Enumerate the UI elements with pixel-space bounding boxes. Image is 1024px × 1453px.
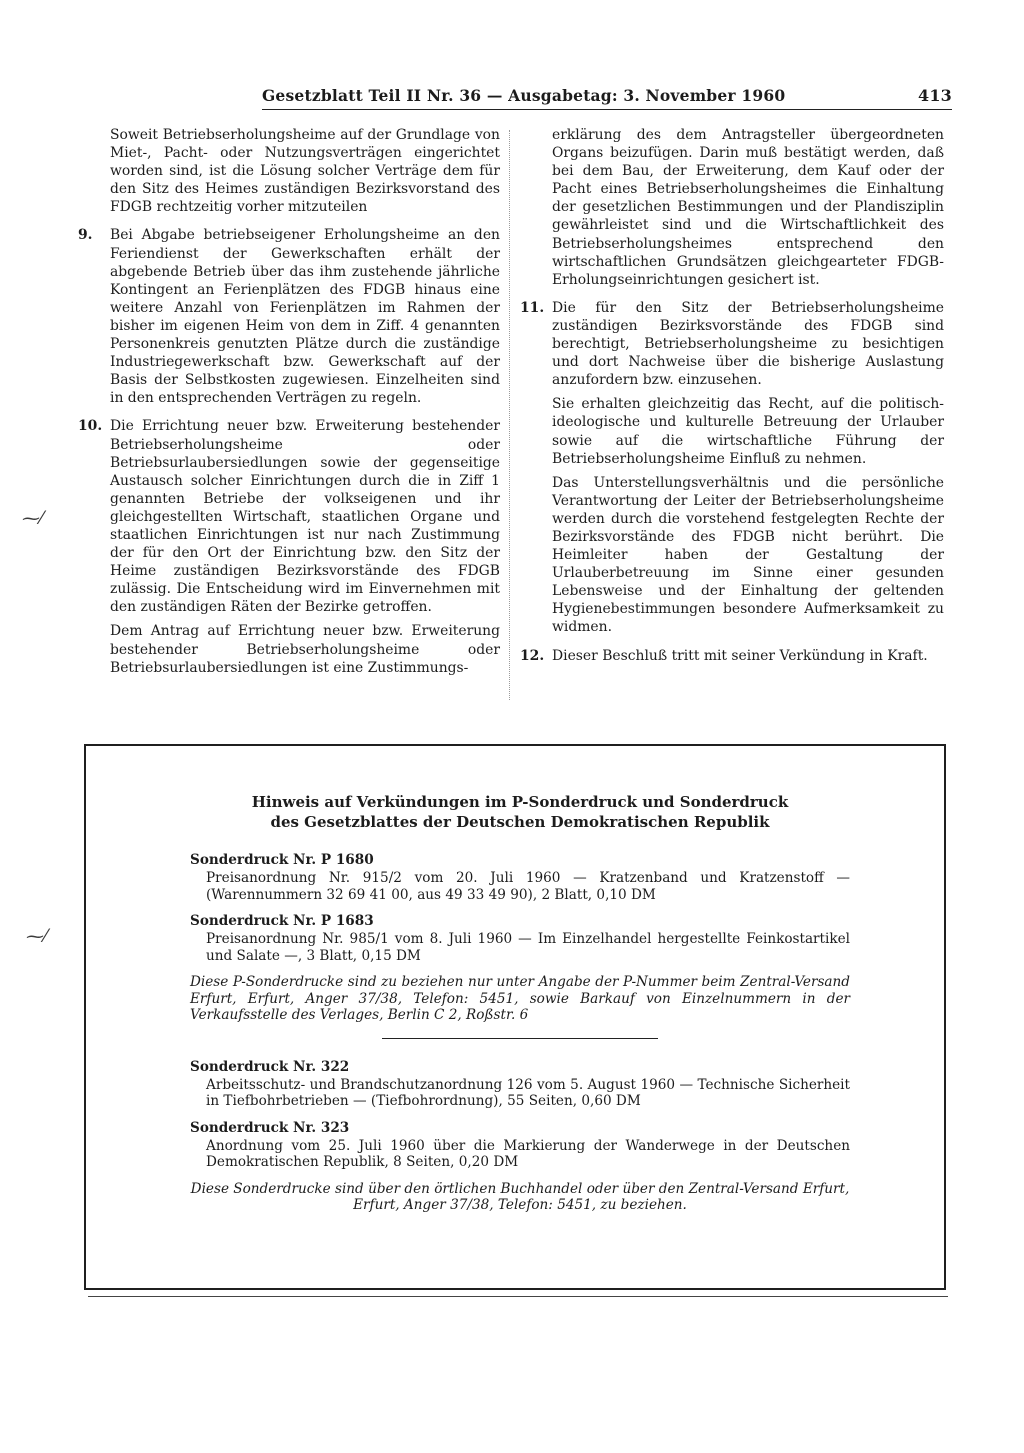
- sonderdruck-heading: Sonderdruck Nr. P 1683: [190, 913, 374, 929]
- paragraph-8-continuation: Soweit Betriebserholungsheime auf der Grundlage von Miet-, Pacht- oder Nutzungsverträgen eingerichtet worden sind, ist die Lösung solcher Verträge dem für den Sitz des Heimes zuständigen Bezirksvorstand des FDGB rechtzeitig vorher mitzuteilen: [110, 127, 500, 216]
- section-12: [520, 647, 944, 665]
- section-11: [520, 299, 944, 637]
- section-text: Die für den Sitz der Betriebserholungsheime zuständigen Bezirksvorstände des FDGB sind berechtigt, Betriebserholungsheime zu besichtigen und dort Nachweise über die bisherige Auslastung anzufordern bzw. einzusehen.: [552, 299, 944, 389]
- notice-title: [190, 792, 850, 832]
- section-text: Das Unterstellungsverhältnis und die persönliche Verantwortung der Leiter der Betriebserholungsheime werden durch die vorstehend festgelegten Rechte der Bezirksvorstände des FDGB nicht berührt. Die Heimleiter haben der Gestaltung der Urlauberbetreuung im Sinne einer gesunden Lebensweise und der Einhaltung der geltenden Hygienebestimmungen besondere Aufmerksamkeit zu widmen.: [552, 474, 944, 636]
- notice-box: [84, 744, 946, 1290]
- section-number: 12.: [520, 647, 545, 664]
- sonderdruck-text: Arbeitsschutz- und Brandschutzanordnung 126 vom 5. August 1960 — Technische Sicherheit in Tiefbohrbetrieben — (Tiefbohrordnung), 55 Seiten, 0,60 DM: [206, 1076, 850, 1109]
- notice-title-line: des Gesetzblattes der Deutschen Demokratischen Republik: [270, 813, 770, 831]
- margin-pencil-mark: ⁓⁄: [26, 926, 48, 947]
- page-number: 413: [918, 86, 952, 105]
- notice-separator: [382, 1038, 658, 1039]
- section-text: Sie erhalten gleichzeitig das Recht, auf die politisch-ideologische und kulturelle Betreuung der Urlauber sowie auf die wirtschaftliche Führung der Betriebserholungsheime Einfluß zu nehmen.: [552, 396, 944, 467]
- section-text: Die Errichtung neuer bzw. Erweiterung bestehender Betriebserholungsheime oder Betriebsurlaubersiedlungen sowie der gegenseitige Austausch solcher Einrichtungen durch die in Ziff 1 genannten Betriebe der volkseigenen und ihr gleichgestellten Wirtschaft, staatlichen Organe und staatlichen Einrichtungen ist nur nach Zustimmung der für den Ort der Einrichtung bzw. den Sitz der Heime zuständigen Bezirksvorstände des FDGB zulässig. Die Entscheidung wird im Einvernehmen mit den zuständigen Räten der Bezirke getroffen.: [110, 418, 500, 616]
- right-column: [520, 126, 944, 675]
- margin-pencil-mark: ⁓⁄: [22, 508, 44, 529]
- sonderdruck-heading: Sonderdruck Nr. 322: [190, 1058, 350, 1075]
- sonderdruck-heading: Sonderdruck Nr. 323: [190, 1119, 350, 1136]
- section-number: 10.: [78, 418, 103, 435]
- left-column: [78, 126, 500, 687]
- bottom-rule: [88, 1296, 948, 1297]
- column-divider: [509, 130, 510, 700]
- ordering-note: Diese Sonderdrucke sind über den örtlichen Buchhandel oder über den Zentral-Versand Erfurt, Erfurt, Anger 37/38, Telefon: 5451, zu beziehen.: [190, 1180, 850, 1213]
- notice-content: [190, 792, 850, 1228]
- section-10: [78, 417, 500, 676]
- section-text: Dem Antrag auf Errichtung neuer bzw. Erweiterung bestehender Betriebserholungsheime oder Betriebsurlaubersiedlungen ist eine Zustimmungs-: [110, 623, 500, 676]
- sonderdruck-text: Preisanordnung Nr. 915/2 vom 20. Juli 1960 — Kratzenband und Kratzenstoff — (Warennummern 32 69 41 00, aus 49 33 49 90), 2 Blatt, 0,10 DM: [206, 870, 850, 903]
- section-text: Dieser Beschluß tritt mit seiner Verkündung in Kraft.: [552, 647, 928, 664]
- sonderdruck-text: Preisanordnung Nr. 985/1 vom 8. Juli 1960 — Im Einzelhandel hergestellte Feinkostartikel und Salate —, 3 Blatt, 0,15 DM: [206, 931, 850, 964]
- ordering-note: Diese P-Sonderdrucke sind zu beziehen nur unter Angabe der P-Nummer beim Zentral-Versand Erfurt, Erfurt, Anger 37/38, Telefon: 5451, sowie Barkauf von Einzelnummern in der Verkaufsstelle des Verlages, Berlin C 2, Roßstr. 6: [190, 974, 850, 1023]
- section-text: Bei Abgabe betriebseigener Erholungsheime an den Feriendienst der Gewerkschaften erhält der abgebende Betrieb über das ihm zustehende jährliche Kontingent an Ferienplätzen des FDGB hinaus eine weitere Anzahl von Ferienplätzen im Rahmen der bisher im eigenen Heim von dem in Ziff. 4 genannten Personenkreis genutzten Plätze durch die zuständige Industriegewerkschaft bzw. Gewerkschaft auf der Basis der Selbstkosten zugewiesen. Einzelheiten sind in den entsprechenden Verträgen zu regeln.: [110, 227, 500, 407]
- section-number: 9.: [78, 227, 93, 244]
- section-number: 11.: [520, 299, 545, 316]
- section-9: [78, 226, 500, 407]
- sonderdruck-text: Anordnung vom 25. Juli 1960 über die Markierung der Wanderwege in der Deutschen Demokratischen Republik, 8 Seiten, 0,20 DM: [206, 1137, 850, 1170]
- page-header: [262, 86, 952, 110]
- paragraph-10-continuation: erklärung des dem Antragsteller übergeordneten Organs beizufügen. Darin muß bestätigt werden, daß bei dem Bau, der Erweiterung, dem Kauf oder der Pacht eines Betriebserholungsheimes die Einhaltung der gesetzlichen Bestimmungen und der Plandisziplin gewährleistet sind und die Wirtschaftlichkeit des Betriebserholungsheimes entsprechend den wirtschaftlichen Grundsätzen gleichgearteter FDGB-Erholungseinrichtungen gesichert ist.: [552, 127, 944, 288]
- header-title: Gesetzblatt Teil II Nr. 36 — Ausgabetag: 3. November 1960: [262, 86, 786, 105]
- notice-title-line: Hinweis auf Verkündungen im P-Sonderdruck und Sonderdruck: [251, 793, 789, 811]
- header-rule: [262, 109, 952, 110]
- sonderdruck-heading: Sonderdruck Nr. P 1680: [190, 852, 374, 868]
